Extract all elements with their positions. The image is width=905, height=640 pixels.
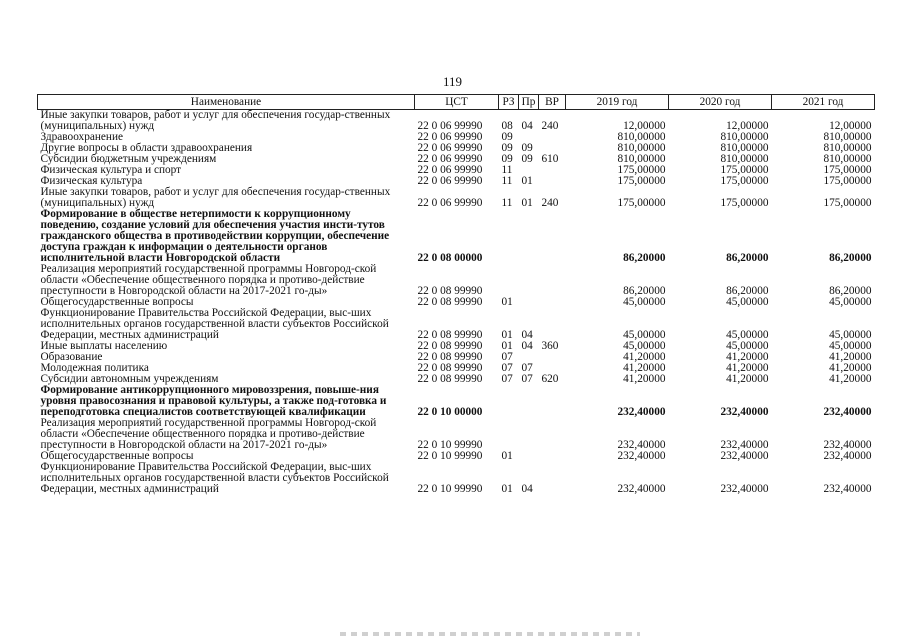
row-2019: 86,20000 [623, 252, 666, 264]
row-2020: 232,40000 [720, 450, 769, 462]
page-number: 119 [442, 74, 463, 89]
table-row [38, 308, 875, 341]
table-row [38, 264, 875, 297]
row-rz [499, 418, 519, 451]
row-2019: 86,20000 [623, 285, 666, 297]
row-cst: 22 0 06 99990 [417, 197, 483, 209]
row-pr: 07 [521, 373, 533, 385]
row-2020: 175,00000 [720, 164, 769, 176]
table-body [38, 110, 875, 496]
row-rz [499, 385, 519, 418]
row-2020: 45,00000 [726, 340, 769, 352]
table-header [38, 95, 875, 110]
row-2019: 41,20000 [623, 362, 666, 374]
budget-table [37, 94, 875, 495]
row-2020: 12,00000 [726, 120, 769, 132]
row-2019: 175,00000 [617, 175, 666, 187]
row-2021: 175,00000 [823, 164, 872, 176]
row-name: Здравоохранение [40, 131, 124, 143]
row-2020: 41,20000 [726, 351, 769, 363]
table-row [38, 187, 875, 209]
header-2020: 2020 год [669, 95, 772, 110]
row-vr [539, 462, 566, 495]
row-vr [539, 209, 566, 264]
row-2020: 810,00000 [720, 153, 769, 165]
row-vr [539, 165, 566, 176]
row-2020: 86,20000 [726, 285, 769, 297]
row-cst: 22 0 06 99990 [417, 153, 483, 165]
row-vr: 360 [541, 340, 559, 352]
row-vr: 610 [541, 153, 559, 165]
row-2019: 12,00000 [623, 120, 666, 132]
row-pr [519, 264, 539, 297]
row-2020: 232,40000 [720, 406, 769, 418]
row-pr: 04 [521, 120, 533, 132]
row-rz: 01 [501, 329, 513, 341]
row-2020: 175,00000 [720, 175, 769, 187]
row-rz: 11 [501, 197, 513, 209]
row-name: Формирование в обществе нетерпимости к коррупционному поведению, создание условий для обеспечения участия инсти-тутов гражданского общества в противодействии коррупции, обеспечение доступа граждан к информации о деятельности органов исполнительной власти Новгородской области [40, 208, 390, 264]
row-2021: 810,00000 [823, 153, 872, 165]
row-2019: 41,20000 [623, 373, 666, 385]
row-vr [539, 297, 566, 308]
row-vr: 240 [541, 197, 559, 209]
header-vr: ВР [539, 95, 566, 110]
row-rz: 09 [501, 131, 513, 143]
table-row [38, 385, 875, 418]
row-vr: 240 [541, 120, 559, 132]
table-row [38, 462, 875, 495]
row-rz: 07 [501, 362, 513, 374]
row-name: Реализация мероприятий государственной программы Новгород-ской области «Обеспечение общественного порядка и противо-действие преступности в Новгородской области на 2017-2021 го-ды» [40, 263, 377, 297]
row-rz [499, 264, 519, 297]
row-name: Формирование антикоррупционного мировоззрения, повыше-ния уровня правосознания и правовой культуры, а также под-готовка и переподготовка специалистов соответствующей квалификации [40, 384, 387, 418]
row-2020: 45,00000 [726, 329, 769, 341]
row-cst: 22 0 10 99990 [417, 450, 483, 462]
row-2019: 810,00000 [617, 142, 666, 154]
row-rz: 07 [501, 351, 513, 363]
row-pr: 07 [521, 362, 533, 374]
row-2021: 232,40000 [823, 406, 872, 418]
row-name: Функционирование Правительства Российской Федерации, выс-ших исполнительных органов государственной власти субъектов Российской Федерации, местных администраций [40, 307, 389, 341]
row-2019: 175,00000 [617, 164, 666, 176]
row-vr [539, 264, 566, 297]
header-2019: 2019 год [566, 95, 669, 110]
row-rz: 01 [501, 450, 513, 462]
row-rz: 09 [501, 142, 513, 154]
row-2020: 232,40000 [720, 439, 769, 451]
row-2019: 45,00000 [623, 296, 666, 308]
row-2019: 45,00000 [623, 340, 666, 352]
row-name: Субсидии автономным учреждениям [40, 373, 219, 385]
row-cst: 22 0 08 99990 [417, 296, 483, 308]
row-rz: 11 [501, 164, 513, 176]
row-cst: 22 0 08 99990 [417, 373, 483, 385]
row-2021: 86,20000 [829, 252, 872, 264]
row-cst: 22 0 10 99990 [417, 439, 483, 451]
row-pr: 09 [521, 142, 533, 154]
row-pr [519, 209, 539, 264]
row-2021: 86,20000 [829, 285, 872, 297]
row-name: Молодежная политика [40, 362, 149, 374]
row-cst: 22 0 08 99990 [417, 285, 483, 297]
row-pr [519, 297, 539, 308]
row-rz [499, 209, 519, 264]
row-2020: 86,20000 [726, 252, 769, 264]
row-vr [539, 352, 566, 363]
table-row [38, 110, 875, 133]
row-pr: 01 [521, 175, 533, 187]
header-cst: ЦСТ [415, 95, 499, 110]
row-cst: 22 0 10 99990 [417, 483, 483, 495]
row-vr [539, 451, 566, 462]
row-name: Иные закупки товаров, работ и услуг для обеспечения государ-ственных (муниципальных) нужд [40, 109, 391, 132]
row-2020: 45,00000 [726, 296, 769, 308]
row-2021: 175,00000 [823, 197, 872, 209]
row-pr: 04 [521, 340, 533, 352]
row-pr: 01 [521, 197, 533, 209]
row-2021: 12,00000 [829, 120, 872, 132]
row-name: Общегосударственные вопросы [40, 450, 194, 462]
row-cst: 22 0 08 99990 [417, 329, 483, 341]
row-vr: 620 [541, 373, 559, 385]
row-2019: 45,00000 [623, 329, 666, 341]
row-vr [539, 308, 566, 341]
row-name: Физическая культура [40, 175, 143, 187]
row-2019: 810,00000 [617, 131, 666, 143]
row-rz: 08 [501, 120, 513, 132]
row-name: Реализация мероприятий государственной программы Новгород-ской области «Обеспечение общественного порядка и противо-действие преступности в Новгородской области на 2017-2021 го-ды» [40, 417, 377, 451]
row-name: Другие вопросы в области здравоохранения [40, 142, 253, 154]
row-pr [519, 418, 539, 451]
row-2021: 232,40000 [823, 483, 872, 495]
row-2021: 175,00000 [823, 175, 872, 187]
row-rz: 11 [501, 175, 513, 187]
table-row [38, 418, 875, 451]
row-name: Физическая культура и спорт [40, 164, 182, 176]
row-2021: 810,00000 [823, 142, 872, 154]
row-cst: 22 0 08 00000 [417, 252, 483, 264]
row-2020: 810,00000 [720, 131, 769, 143]
row-name: Функционирование Правительства Российской Федерации, выс-ших исполнительных органов государственной власти субъектов Российской Федерации, местных администраций [40, 461, 389, 495]
row-2019: 232,40000 [617, 406, 666, 418]
row-2021: 45,00000 [829, 329, 872, 341]
row-2019: 232,40000 [617, 439, 666, 451]
row-cst: 22 0 10 00000 [417, 406, 483, 418]
header-rz: РЗ [499, 95, 519, 110]
row-2021: 41,20000 [829, 373, 872, 385]
row-2020: 41,20000 [726, 373, 769, 385]
row-vr [539, 132, 566, 143]
row-2021: 41,20000 [829, 351, 872, 363]
row-2019: 810,00000 [617, 153, 666, 165]
row-2020: 232,40000 [720, 483, 769, 495]
row-pr: 04 [521, 483, 533, 495]
row-cst: 22 0 06 99990 [417, 175, 483, 187]
row-cst: 22 0 08 99990 [417, 362, 483, 374]
row-rz: 07 [501, 373, 513, 385]
row-cst: 22 0 06 99990 [417, 164, 483, 176]
row-name: Иные выплаты населению [40, 340, 168, 352]
row-2019: 232,40000 [617, 450, 666, 462]
header-pr: Пр [519, 95, 539, 110]
row-vr [539, 176, 566, 187]
scan-artifact [340, 632, 640, 636]
row-2020: 41,20000 [726, 362, 769, 374]
header-name: Наименование [38, 95, 415, 110]
row-2021: 810,00000 [823, 131, 872, 143]
row-cst: 22 0 08 99990 [417, 340, 483, 352]
row-2021: 232,40000 [823, 439, 872, 451]
row-pr [519, 385, 539, 418]
row-2019: 175,00000 [617, 197, 666, 209]
row-2019: 41,20000 [623, 351, 666, 363]
row-cst: 22 0 06 99990 [417, 120, 483, 132]
row-cst: 22 0 06 99990 [417, 142, 483, 154]
row-name: Иные закупки товаров, работ и услуг для обеспечения государ-ственных (муниципальных) нужд [40, 186, 391, 209]
row-2021: 41,20000 [829, 362, 872, 374]
row-2021: 45,00000 [829, 296, 872, 308]
row-2020: 175,00000 [720, 197, 769, 209]
row-name: Образование [40, 351, 103, 363]
row-name: Общегосударственные вопросы [40, 296, 194, 308]
row-pr: 09 [521, 153, 533, 165]
row-vr [539, 418, 566, 451]
row-2021: 232,40000 [823, 450, 872, 462]
row-cst: 22 0 06 99990 [417, 131, 483, 143]
row-2020: 810,00000 [720, 142, 769, 154]
row-rz: 09 [501, 153, 513, 165]
row-pr [519, 451, 539, 462]
row-cst: 22 0 08 99990 [417, 351, 483, 363]
row-rz: 01 [501, 340, 513, 352]
row-name: Субсидии бюджетным учреждениям [40, 153, 217, 165]
row-2021: 45,00000 [829, 340, 872, 352]
row-2019: 232,40000 [617, 483, 666, 495]
header-2021: 2021 год [772, 95, 875, 110]
row-rz: 01 [501, 483, 513, 495]
table-row [38, 209, 875, 264]
row-rz: 01 [501, 296, 513, 308]
row-vr [539, 385, 566, 418]
row-pr: 04 [521, 329, 533, 341]
